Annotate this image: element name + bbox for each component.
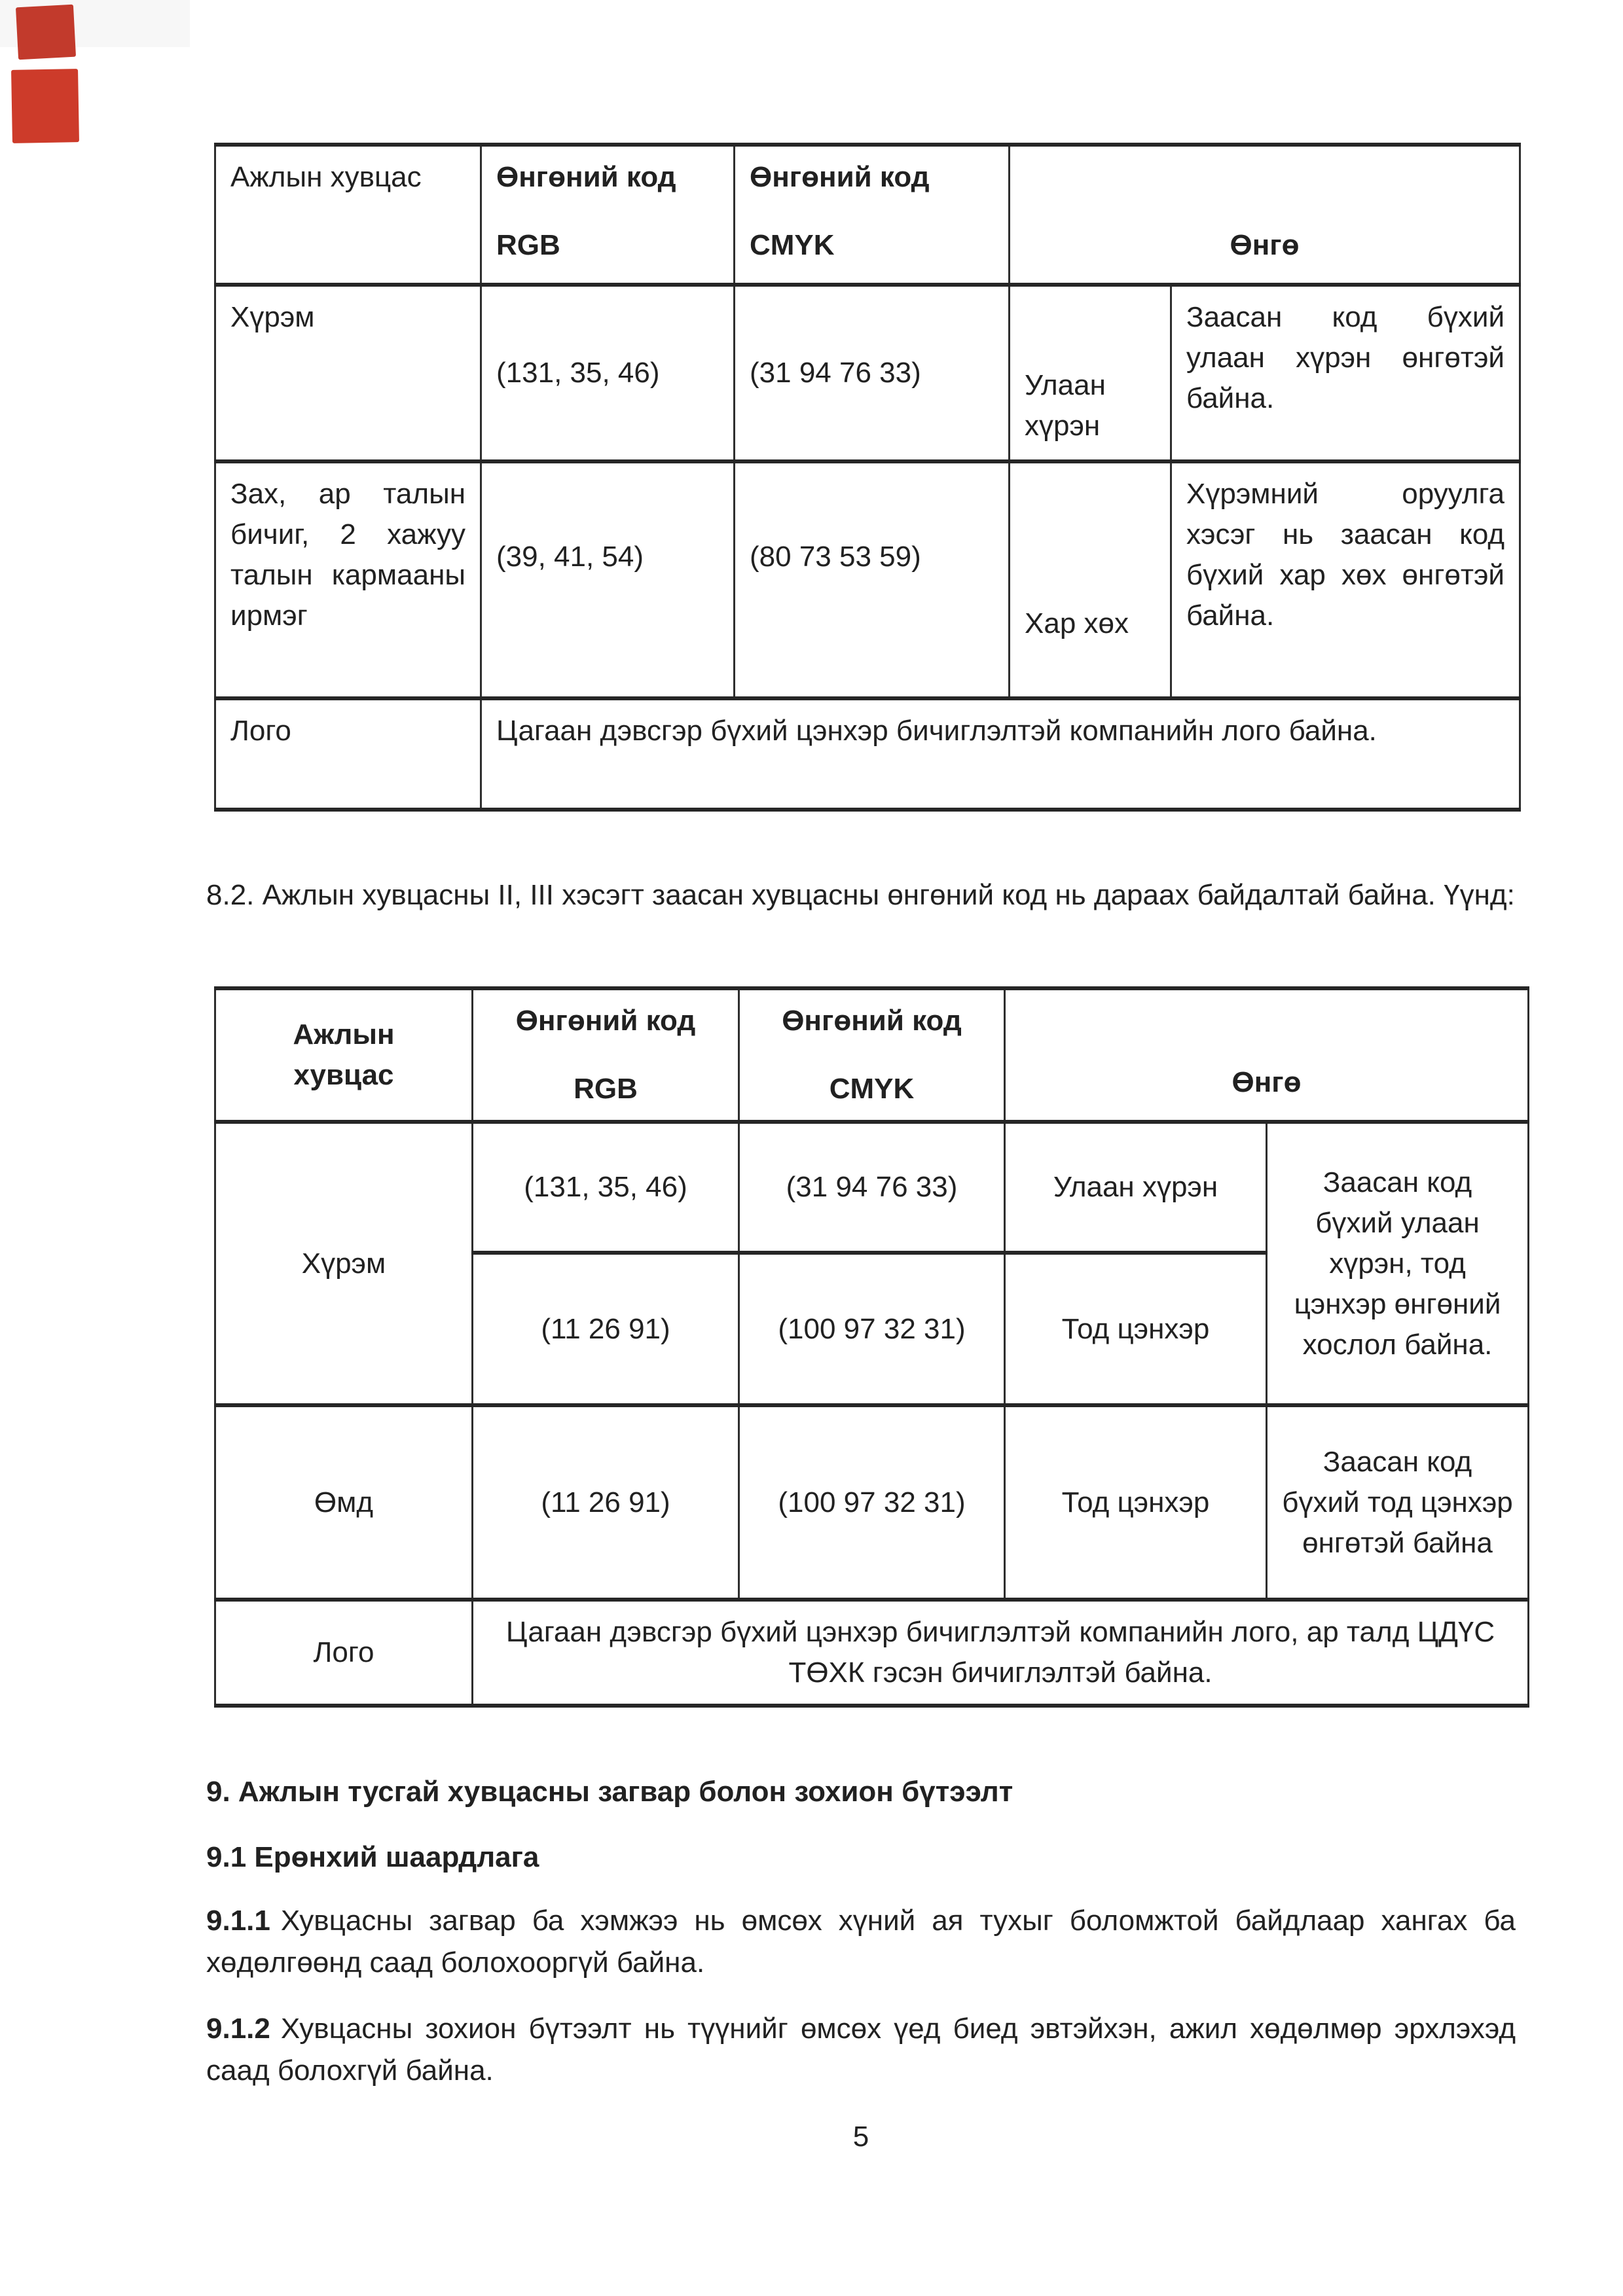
table2-row-omd	[215, 1405, 1529, 1600]
red-stamp-mark-bottom	[11, 69, 79, 143]
cmyk-label: CMYK	[750, 229, 835, 261]
rgb-label: RGB	[574, 1073, 638, 1105]
paragraph-9-1-2	[206, 2008, 1516, 2092]
t1-hurem-description-cell: Заасан код бүхий улаан хүрэн өнгөтэй байна.	[1171, 285, 1520, 461]
table1-header-color: Өнгө	[1010, 145, 1520, 285]
rgb-label: RGB	[496, 229, 560, 261]
t2-hurem-cmyk2-cell: (100 97 32 31)	[739, 1253, 1005, 1405]
t1-hurem-item-cell: Хүрэм	[215, 285, 481, 461]
paragraph-9-1-1	[206, 1900, 1516, 1984]
t2-omd-color-name-cell: Тод цэнхэр	[1005, 1405, 1267, 1600]
t1-logo-item-cell: Лого	[215, 698, 481, 810]
table2-row-hurem-sub1	[215, 1122, 1529, 1253]
paragraph-number: 9.1.1	[206, 1905, 270, 1937]
t1-logo-description-cell: Цагаан дэвсгэр бүхий цэнхэр бичиглэлтэй компанийн лого байна.	[481, 698, 1520, 810]
color-code-label: Өнгөний код	[515, 1005, 696, 1037]
t1-zah-color-name-cell: Хар хөх	[1010, 461, 1171, 698]
red-stamp-mark-top	[16, 5, 76, 60]
page-number: 5	[852, 2121, 869, 2153]
t2-omd-item-cell: Өмд	[215, 1405, 473, 1600]
paragraph-text: Хувцасны загвар ба хэмжээ нь өмсөх хүний ая тухыг боломжтой байдлаар хангах ба хөдөлгөөнд саад болохооргүй байна.	[206, 1905, 1516, 1979]
t1-hurem-rgb-cell: (131, 35, 46)	[481, 285, 735, 461]
table2-header-color: Өнгө	[1005, 988, 1529, 1122]
table1-row-hurem	[215, 285, 1520, 461]
t1-zah-description-cell: Хүрэмний оруулга хэсэг нь заасан код бүхий хар хөх өнгөтэй байна.	[1171, 461, 1520, 698]
t2-hurem-item-cell: Хүрэм	[215, 1122, 473, 1405]
table1-row-zah	[215, 461, 1520, 698]
t2-omd-rgb-cell: (11 26 91)	[473, 1405, 739, 1600]
paragraph-number: 9.1.2	[206, 2013, 270, 2045]
cmyk-label: CMYK	[829, 1073, 915, 1105]
table2-row-logo	[215, 1600, 1529, 1706]
t2-hurem-color-name1-cell: Улаан хүрэн	[1005, 1122, 1267, 1253]
t2-hurem-color-name2-cell: Тод цэнхэр	[1005, 1253, 1267, 1405]
section-9-heading: 9. Ажлын тусгай хувцасны загвар болон зохион бүтээлт	[206, 1776, 1013, 1808]
t2-logo-description-cell: Цагаан дэвсгэр бүхий цэнхэр бичиглэлтэй компанийн лого, ар талд ЦДҮС ТӨХК гэсэн бичиглэлтэй байна.	[473, 1600, 1529, 1706]
table2-header-rgb	[473, 988, 739, 1122]
color-code-table-2	[214, 986, 1529, 1708]
t2-hurem-rgb1-cell: (131, 35, 46)	[473, 1122, 739, 1253]
table1-header-work-item: Ажлын хувцас	[215, 145, 481, 285]
work-item-label: Ажлын хувцас	[293, 1018, 395, 1091]
table1-header-row	[215, 145, 1520, 285]
color-code-label: Өнгөний код	[782, 1005, 962, 1037]
table2-header-row	[215, 988, 1529, 1122]
table1-header-cmyk	[735, 145, 1010, 285]
t2-hurem-rgb2-cell: (11 26 91)	[473, 1253, 739, 1405]
color-code-label: Өнгөний код	[496, 161, 676, 193]
t1-zah-item-cell: Зах, ар талын бичиг, 2 хажуу талын кармааны ирмэг	[215, 461, 481, 698]
color-code-label: Өнгөний код	[750, 161, 930, 193]
t2-omd-cmyk-cell: (100 97 32 31)	[739, 1405, 1005, 1600]
t2-hurem-description-cell: Заасан код бүхий улаан хүрэн, тод цэнхэр өнгөний хослол байна.	[1267, 1122, 1529, 1405]
t1-zah-cmyk-cell: (80 73 53 59)	[735, 461, 1010, 698]
paragraph-text: Хувцасны зохион бүтээлт нь түүнийг өмсөх үед биед эвтэйхэн, ажил хөдөлмөр эрхлэхэд саад болохгүй байна.	[206, 2013, 1516, 2087]
t2-logo-item-cell: Лого	[215, 1600, 473, 1706]
section-9-1-heading: 9.1 Ерөнхий шаардлага	[206, 1841, 539, 1873]
t1-zah-rgb-cell: (39, 41, 54)	[481, 461, 735, 698]
table1-header-rgb	[481, 145, 735, 285]
t2-hurem-cmyk1-cell: (31 94 76 33)	[739, 1122, 1005, 1253]
t2-omd-description-cell: Заасан код бүхий тод цэнхэр өнгөтэй байна	[1267, 1405, 1529, 1600]
table2-header-cmyk	[739, 988, 1005, 1122]
t1-hurem-cmyk-cell: (31 94 76 33)	[735, 285, 1010, 461]
paragraph-8-2: 8.2. Ажлын хувцасны II, III хэсэгт заасан хувцасны өнгөний код нь дараах байдалтай байна. Үүнд:	[206, 879, 1515, 911]
t1-hurem-color-name-cell: Улаан хүрэн	[1010, 285, 1171, 461]
table2-header-work-item	[215, 988, 473, 1122]
color-code-table-1	[214, 143, 1521, 812]
table1-row-logo	[215, 698, 1520, 810]
